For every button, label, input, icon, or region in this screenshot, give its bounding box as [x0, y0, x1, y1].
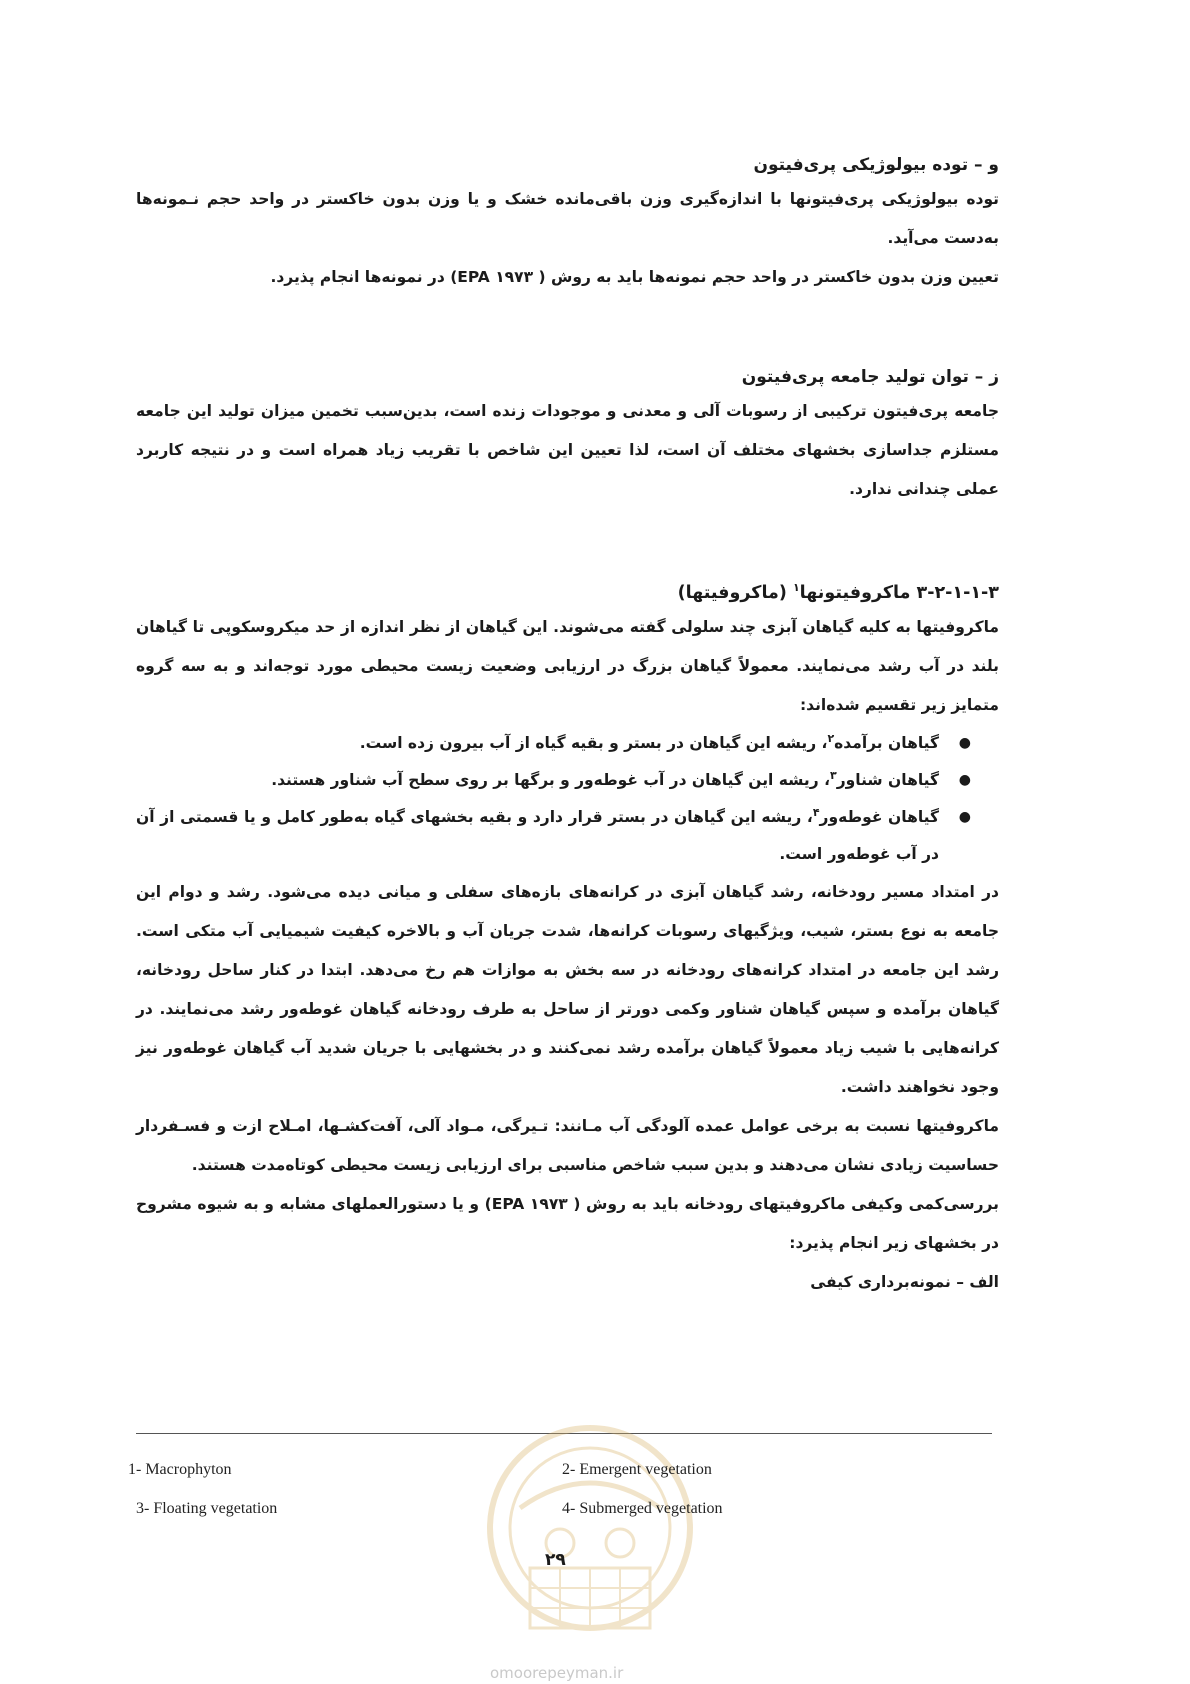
bullet-item	[136, 762, 975, 799]
paragraph: توده بیولوژیکی پری‌فیتونها با اندازه‌گیری وزن باقی‌مانده خشک و یا وزن بدون خاکستر در واحد حجم نـمونه‌ها به‌دست می‌آید.	[136, 190, 999, 247]
section-heading	[136, 578, 999, 608]
footnote-3: 3- Floating vegetation	[136, 1500, 278, 1517]
paragraph: در امتداد مسیر رودخانه، رشد گیاهان آبزی در کرانه‌های بازه‌های سفلی و میانی دیده می‌شود. رشد و دوام این جامعه به نوع بستر، شیب، ویژگیهای رسوبات کرانه‌ها، شدت جریان آب و بالاخره کیفیت شیمیایی آب متکی است. رشد این جامعه در امتداد کرانه‌های رودخانه در سه بخش به موازات هم رخ می‌دهد. ابتدا در کنار ساحل رودخانه، گیاهان برآمده و سپس گیاهان شناور وکمی دورتر از ساحل به طرف رودخانه گیاهان غوطه‌ور رشد می‌نمایند. در کرانه‌هایی با شیب زیاد معمولاً گیاهان برآمده رشد نمی‌کنند و در بخشهایی با جریان شدید آب گیاهان غوطه‌ور نیز وجود نخواهند داشت.	[136, 883, 999, 1096]
section-heading: ز – توان تولید جامعه پری‌فیتون	[741, 367, 999, 387]
paragraph: بررسی‌کمی وکیفی ماکروفیتهای رودخانه باید به روش ( ۱۹۷۳ EPA) و یا دستورالعملهای مشابه و به شیوه مشروح در بخشهای زیر انجام پذیرد:	[136, 1195, 999, 1252]
heading-parenthetical: (ماکروفیتها)	[677, 583, 787, 603]
bullet-list	[136, 725, 999, 873]
section-macrophytes	[136, 578, 999, 1302]
footnote-ref: ۱	[792, 581, 800, 595]
bullet-term: گیاهان شناور	[836, 771, 939, 789]
footnote-1: 1- Macrophyton	[128, 1461, 232, 1478]
bullet-text: ، ریشه این گیاهان در بستر و بقیه گیاه از آب بیرون زده است.	[359, 734, 828, 752]
bullet-text: ، ریشه این گیاهان در بستر قرار دارد و بقیه بخشهای گیاه به‌طور کامل و یا قسمتی از آن در آب غوطه‌ور است.	[136, 808, 939, 863]
heading-number: ۳-۲-۱-۱-۳	[916, 583, 999, 603]
bullet-item	[136, 799, 975, 873]
bullet-item	[136, 725, 975, 762]
section-biomass	[136, 150, 999, 297]
paragraph: تعیین وزن بدون خاکستر در واحد حجم نمونه‌ها باید به روش ( ۱۹۷۳ EPA) در نمونه‌ها انجام پذیرد.	[270, 268, 999, 286]
paragraph: ماکروفیتها به کلیه گیاهان آبزی چند سلولی گفته می‌شوند. این گیاهان از نظر اندازه از حد میکروسکوپی تا گیاهان بلند در آب رشد می‌نمایند. معمولاً گیاهان بزرگ در ارزیابی وضعیت زیست محیطی مورد توجه‌اند و به سه گروه متمایز زیر تقسیم شده‌اند:	[136, 618, 999, 714]
footnote-ref: ۳	[829, 768, 837, 782]
section-production	[136, 362, 999, 509]
footnote-2: 2- Emergent vegetation	[562, 1461, 712, 1478]
paragraph: جامعه پری‌فیتون ترکیبی از رسوبات آلی و معدنی و موجودات زنده است، بدین‌سبب تخمین میزان تولید این جامعه مستلزم جداسازی بخشهای مختلف آن است، لذا تعیین این شاخص با تقریب زیاد همراه است و در نتیجه کاربرد عملی چندانی ندارد.	[136, 402, 999, 498]
footnote-ref: ۴	[812, 805, 820, 819]
bullet-term: گیاهان غوطه‌ور	[819, 808, 940, 826]
paragraph: ماکروفیتها نسبت به برخی عوامل عمده آلودگی آب مـانند: تـیرگی، مـواد آلی، آفت‌کشـها، امـلاح ازت و فسـفردار حساسیت زیادی نشان می‌دهند و بدین سبب شاخص مناسبی برای ارزیابی زیست محیطی کوتاه‌مدت هستند.	[136, 1117, 999, 1174]
bullet-text: ، ریشه این گیاهان در آب غوطه‌ور و برگها بر روی سطح آب شناور هستند.	[271, 771, 830, 789]
subheading: الف – نمونه‌برداری کیفی	[810, 1273, 999, 1291]
heading-title: ماکروفیتونها	[799, 583, 911, 603]
bullet-term: گیاهان برآمده	[834, 734, 939, 752]
footnote-4: 4- Submerged vegetation	[562, 1500, 723, 1517]
footnote-ref: ۲	[827, 731, 835, 745]
watermark-seal-icon	[480, 1418, 700, 1648]
watermark-site: omoorepeyman.ir	[490, 1664, 624, 1682]
section-heading: و – توده بیولوژیکی پری‌فیتون	[753, 155, 999, 175]
page-number: ۲۹	[545, 1550, 566, 1570]
